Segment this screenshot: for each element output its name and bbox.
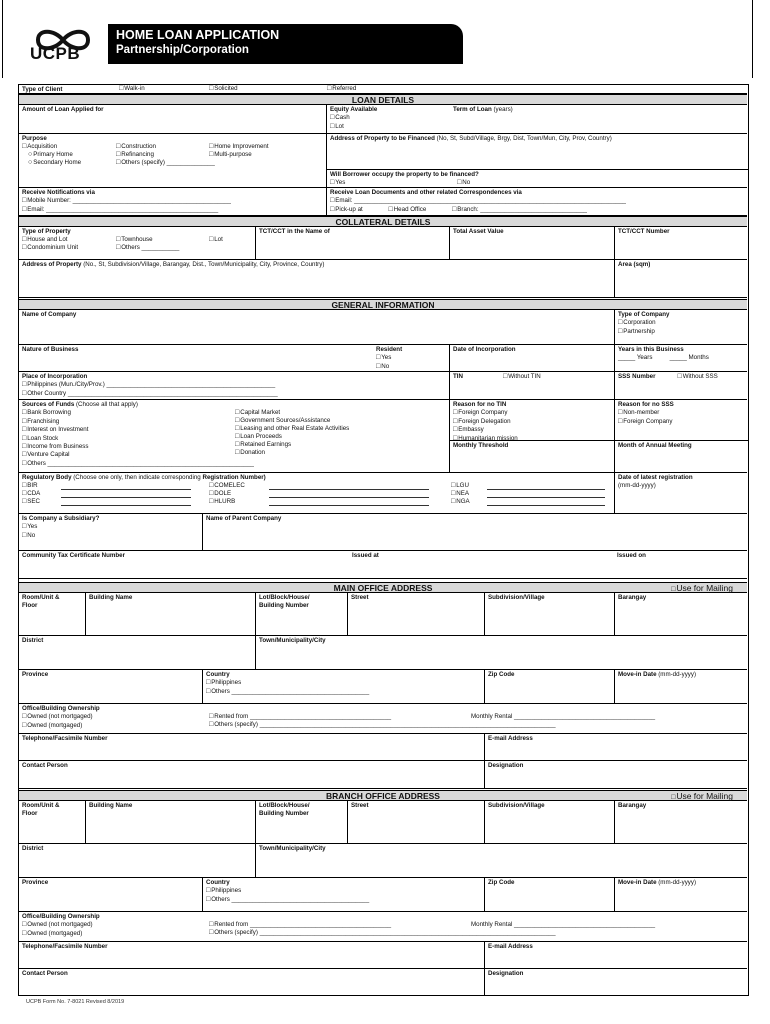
company-row [19, 310, 747, 345]
tct-number-label[interactable]: TCT/CCT Number [614, 227, 747, 259]
franchising-checkbox[interactable]: □ Franchising [22, 418, 446, 426]
subsidiary-cell [19, 514, 202, 550]
tin-cell[interactable] [449, 372, 614, 399]
type-company-cell [614, 310, 747, 344]
main-brgy-label[interactable]: Barangay [614, 593, 747, 635]
branch-building-label[interactable]: Building Name [85, 801, 255, 843]
main-mailing-checkbox[interactable]: □ Use for Mailing [671, 583, 733, 595]
primary-home-radio[interactable]: ○ Primary Home [22, 151, 73, 159]
floor-label: Floor [22, 810, 38, 818]
ownership-label: Office/Building Ownership [22, 705, 100, 712]
main-owned-nm-checkbox[interactable]: □ Owned (not mortgaged) [22, 713, 744, 721]
address-financed-cell [326, 134, 747, 187]
main-country-cell [202, 670, 484, 703]
application-form [18, 84, 749, 996]
subsidiary-label: Is Company a Subsidiary? [22, 515, 100, 522]
main-philippines-checkbox[interactable]: □ Philippines [206, 679, 481, 687]
amount-label: Amount of Loan Applied for [22, 106, 104, 113]
reg-line[interactable] [487, 489, 605, 490]
tct-name-label[interactable]: TCT/CCT in the Name of [255, 227, 449, 259]
country-label: Country [206, 879, 230, 886]
resident-no-checkbox[interactable]: □ No [376, 363, 446, 371]
notify-cell [19, 188, 326, 215]
reg-line[interactable] [61, 489, 191, 490]
lot-property-checkbox[interactable]: □ Lot [209, 236, 223, 244]
cda-checkbox[interactable]: □ CDA [22, 490, 40, 498]
collateral-address-row [19, 260, 747, 298]
main-addr-row3 [19, 670, 747, 704]
date-inc-label[interactable]: Date of Incorporation [449, 345, 614, 371]
occupy-block [327, 169, 748, 189]
place-inc-label: Place of Incorporation [22, 373, 88, 380]
branch-addr-row1 [19, 801, 747, 844]
branch-office-title: BRANCH OFFICE ADDRESS [326, 791, 440, 801]
other-country-checkbox[interactable]: □ Other Country _____________________________________________________________ [22, 390, 446, 398]
interest-checkbox[interactable]: □ Interest on Investment [22, 426, 446, 434]
condo-checkbox[interactable]: □ Condominium Unit [22, 244, 78, 252]
movein-format: (mm-dd-yyyy) [658, 879, 697, 886]
years-business-cell[interactable] [614, 345, 747, 371]
main-email-label[interactable]: E-mail Address [484, 734, 747, 760]
branch-contact-row [19, 969, 747, 995]
home-improvement-checkbox[interactable]: □ Home Improvement [209, 143, 269, 151]
construction-checkbox[interactable]: □ Construction [116, 143, 156, 151]
without-tin-checkbox[interactable]: □ Without TIN [503, 373, 541, 380]
years-business-label: Years in this Business [618, 346, 684, 353]
asset-value-label[interactable]: Total Asset Value [449, 227, 614, 259]
branch-addr-row3 [19, 878, 747, 912]
divider [2, 0, 3, 78]
movein-label: Move-in Date [618, 671, 657, 678]
branch-room-cell[interactable] [19, 801, 85, 843]
equity-cell [326, 105, 450, 133]
acquisition-checkbox[interactable]: □ Acquisition [22, 143, 57, 151]
purpose-cell [19, 134, 326, 187]
house-lot-checkbox[interactable]: □ House and Lot [22, 236, 67, 244]
resident-label: Resident [376, 346, 403, 353]
branch-addr-row2 [19, 844, 747, 878]
ctc-label[interactable]: Community Tax Certificate Number [22, 552, 126, 559]
foreign-company-sss-checkbox[interactable]: □ Foreign Company [618, 418, 744, 426]
referred-checkbox[interactable]: □ Referred [327, 85, 356, 93]
reason-sss-cell [614, 400, 747, 472]
main-ownership-cell [19, 704, 747, 733]
humanitarian-checkbox[interactable]: □ Humanitarian mission [453, 435, 611, 443]
dole-checkbox[interactable]: □ DOLE [209, 490, 231, 498]
occupy-yes-checkbox[interactable]: □ Yes [330, 179, 345, 186]
loan-stock-checkbox[interactable]: □ Loan Stock [22, 435, 446, 443]
embassy-checkbox[interactable]: □ Embassy [453, 426, 611, 434]
comelec-checkbox[interactable]: □ COMELEC [209, 482, 245, 490]
room-label: Room/Unit & [22, 802, 60, 809]
main-building-label[interactable]: Building Name [85, 593, 255, 635]
loan-amount-row [19, 105, 747, 134]
main-contact-row [19, 761, 747, 789]
lot-label: Lot/Block/House/ [259, 594, 310, 601]
notifications-row [19, 188, 747, 216]
branch-mailing-checkbox[interactable]: □ Use for Mailing [671, 791, 733, 803]
reg-line[interactable] [487, 497, 605, 498]
movein-format: (mm-dd-yyyy) [658, 671, 697, 678]
term-cell [450, 105, 747, 133]
bldg-no-label: Building Number [259, 810, 309, 818]
secondary-home-radio[interactable]: ○ Secondary Home [22, 159, 81, 167]
nea-checkbox[interactable]: □ NEA [451, 490, 469, 498]
branch-lot-cell[interactable] [255, 801, 347, 843]
company-name-label[interactable]: Name of Company [22, 311, 77, 318]
mobile-checkbox[interactable]: □ Mobile Number: ______________________________________________ [22, 197, 323, 205]
occupy-no-checkbox[interactable]: □ No [457, 179, 470, 186]
tin-label: TIN [453, 373, 463, 380]
branch-subd-label[interactable]: Subdivision/Village [484, 801, 614, 843]
branch-email-label[interactable]: E-mail Address [484, 942, 747, 968]
branch-others-country-checkbox[interactable]: □ Others ________________________________________ [206, 896, 481, 904]
others-purpose-checkbox[interactable]: □ Others (specify) ______________ [116, 159, 215, 167]
reg-body-label: Regulatory Body [22, 474, 72, 481]
type-company-label: Type of Company [618, 311, 670, 318]
property-address-hint: (No., St, Subdivision/Village, Barangay, Dist., Town/Municipality, City, Province, Country) [83, 261, 325, 268]
head-office-checkbox[interactable]: □ Head Office [388, 206, 426, 213]
branch-designation-label[interactable]: Designation [484, 969, 747, 995]
sss-label: SSS Number [618, 373, 656, 380]
main-addr-row1 [19, 593, 747, 636]
refinancing-checkbox[interactable]: □ Refinancing [116, 151, 154, 159]
branch-tel-row [19, 942, 747, 969]
country-label: Country [206, 671, 230, 678]
foreign-company-checkbox[interactable]: □ Foreign Company [453, 409, 611, 417]
main-subd-label[interactable]: Subdivision/Village [484, 593, 614, 635]
branch-district-label[interactable]: District [22, 845, 44, 852]
resident-yes-checkbox[interactable]: □ Yes [376, 354, 446, 362]
non-member-checkbox[interactable]: □ Non-member [618, 409, 744, 417]
resident-cell [373, 345, 449, 371]
occupy-label: Will Borrower occupy the property to be financed? [330, 171, 479, 178]
main-street-label[interactable]: Street [347, 593, 484, 635]
page-title: HOME LOAN APPLICATION [116, 28, 280, 42]
parent-company-label[interactable]: Name of Parent Company [202, 514, 747, 550]
equity-label: Equity Available [330, 106, 378, 113]
venture-checkbox[interactable]: □ Venture Capital [22, 451, 446, 459]
main-district-label[interactable]: District [22, 637, 44, 644]
property-address-label: Address of Property [22, 261, 82, 268]
loan-details-header: LOAN DETAILS [19, 94, 747, 105]
hlurb-checkbox[interactable]: □ HLURB [209, 498, 235, 506]
sources-label: Sources of Funds [22, 401, 75, 408]
branch-province-label[interactable]: Province [22, 879, 49, 886]
ctc-row [19, 551, 747, 579]
reg-line[interactable] [61, 497, 191, 498]
docs-email-checkbox[interactable]: □ Email: _______________________________________________________________________________ [330, 197, 744, 205]
reg-line[interactable] [269, 489, 429, 490]
docs-label: Receive Loan Documents and other related Correspondences via [330, 189, 522, 196]
main-town-label[interactable]: Town/Municipality/City [255, 636, 747, 669]
sources-cell [19, 400, 449, 472]
form-footer: UCPB Form No. 7-8021 Revised 8/2019 [26, 999, 125, 1005]
reason-sss-label: Reason for no SSS [618, 401, 674, 408]
branch-movein-cell[interactable] [614, 878, 747, 911]
bldg-no-label: Building Number [259, 602, 309, 610]
collateral-type-row [19, 227, 747, 260]
main-addr-row2 [19, 636, 747, 670]
years-months-line: _____ Years _____ Months [618, 354, 709, 362]
main-contact-label[interactable]: Contact Person [22, 762, 68, 769]
sources-hint: (Choose all that apply) [76, 401, 138, 408]
subsidiary-row [19, 514, 747, 551]
reason-tin-cell [449, 400, 614, 472]
place-inc-row [19, 372, 747, 400]
main-others-country-checkbox[interactable]: □ Others ________________________________________ [206, 688, 481, 696]
main-tel-row [19, 734, 747, 761]
branch-street-label[interactable]: Street [347, 801, 484, 843]
bank-checkbox[interactable]: □ Bank Borrowing [22, 409, 446, 417]
address-financed-label: Address of Property to be Financed [330, 135, 435, 142]
main-office-header [19, 582, 747, 593]
bir-checkbox[interactable]: □ BIR [22, 482, 38, 490]
cash-checkbox[interactable]: □ Cash [330, 114, 447, 122]
branch-contact-label[interactable]: Contact Person [22, 970, 68, 977]
client-row [19, 85, 747, 94]
reason-tin-label: Reason for no TIN [453, 401, 507, 408]
without-sss-checkbox[interactable]: □ Without SSS [677, 373, 717, 380]
branch-owned-m-checkbox[interactable]: □ Owned (mortgaged) [22, 930, 744, 938]
branch-checkbox[interactable]: □ Branch: _______________________________ [452, 206, 587, 213]
page-subtitle: Partnership/Corporation [116, 44, 249, 56]
annual-meeting-label[interactable]: Month of Annual Meeting [615, 440, 748, 451]
branch-zip-label[interactable]: Zip Code [484, 878, 614, 911]
docs-cell [326, 188, 747, 215]
main-room-cell[interactable] [19, 593, 85, 635]
philippines-inc-checkbox[interactable]: □ Philippines (Mun./City/Prov.) _________________________________________________ [22, 381, 446, 389]
main-others-own-checkbox[interactable]: □ Others (specify) ______________________________________________________________________________________ [209, 721, 556, 729]
term-label: Term of Loan [453, 106, 492, 113]
property-type-label: Type of Property [22, 228, 71, 235]
main-designation-label[interactable]: Designation [484, 761, 747, 788]
subsidiary-no-checkbox[interactable]: □ No [22, 532, 199, 540]
walkin-checkbox[interactable]: □ Walk-in [119, 85, 145, 93]
reg-hint: (Choose one only, then indicate corresponding [73, 474, 201, 481]
room-label: Room/Unit & [22, 594, 60, 601]
gov-sources-checkbox[interactable]: □ Government Sources/Assistance [235, 417, 330, 425]
main-zip-label[interactable]: Zip Code [484, 670, 614, 703]
branch-tel-label[interactable]: Telephone/Facsimile Number [22, 943, 108, 950]
branch-others-own-checkbox[interactable]: □ Others (specify) ______________________________________________________________________________________ [209, 929, 556, 937]
purpose-row [19, 134, 747, 188]
income-business-checkbox[interactable]: □ Income from Business [22, 443, 446, 451]
brand-name: UCPB [30, 44, 81, 63]
branch-ownership-cell [19, 912, 747, 941]
purpose-label: Purpose [22, 135, 47, 142]
lot-checkbox[interactable]: □ Lot [330, 123, 447, 131]
corporation-checkbox[interactable]: □ Corporation [618, 319, 744, 327]
donation-checkbox[interactable]: □ Donation [235, 449, 265, 457]
nature-row [19, 345, 747, 372]
nature-label[interactable]: Nature of Business [22, 346, 79, 353]
main-ownership-row [19, 704, 747, 734]
branch-office-header [19, 790, 747, 801]
main-office-title: MAIN OFFICE ADDRESS [333, 583, 433, 593]
header [0, 0, 770, 80]
property-type-cell [19, 227, 255, 259]
ownership-label: Office/Building Ownership [22, 913, 100, 920]
nga-checkbox[interactable]: □ NGA [451, 498, 470, 506]
regulatory-row [19, 473, 747, 514]
latest-reg-cell[interactable] [614, 473, 747, 513]
foreign-delegation-checkbox[interactable]: □ Foreign Delegation [453, 418, 611, 426]
lgu-checkbox[interactable]: □ LGU [451, 482, 469, 490]
leasing-checkbox[interactable]: □ Leasing and other Real Estate Activities [235, 425, 349, 433]
regulatory-cell [19, 473, 614, 513]
branch-brgy-label[interactable]: Barangay [614, 801, 747, 843]
main-province-label[interactable]: Province [22, 671, 49, 678]
lot-label: Lot/Block/House/ [259, 802, 310, 809]
branch-owned-nm-checkbox[interactable]: □ Owned (not mortgaged) [22, 921, 744, 929]
term-unit: (years) [493, 106, 513, 113]
reg-number-label: Registration Number) [202, 474, 266, 481]
title-box [108, 24, 463, 64]
latest-reg-label: Date of latest registration [618, 474, 693, 481]
branch-rented-checkbox[interactable]: □ Rented from _________________________________________ [209, 921, 391, 929]
solicited-checkbox[interactable]: □ Solicited [209, 85, 238, 93]
pickup-checkbox[interactable]: □ Pick-up at [330, 206, 363, 213]
multi-purpose-checkbox[interactable]: □ Multi-purpose [209, 151, 252, 159]
branch-country-cell [202, 878, 484, 911]
movein-label: Move-in Date [618, 879, 657, 886]
notify-label: Receive Notifications via [22, 189, 95, 196]
address-financed-hint: (No, St, Subd/Village, Brgy, Dist, Town/Mun, City, Prov, Country) [436, 135, 612, 142]
area-label[interactable]: Area (sqm) [614, 260, 747, 297]
reg-line[interactable] [269, 497, 429, 498]
others-sources-checkbox[interactable]: □ Others ____________________________________________________________ [22, 460, 446, 468]
branch-philippines-checkbox[interactable]: □ Philippines [206, 887, 481, 895]
capital-market-checkbox[interactable]: □ Capital Market [235, 409, 280, 417]
reg-line[interactable] [487, 505, 605, 506]
others-property-checkbox[interactable]: □ Others ___________ [116, 244, 179, 252]
collateral-header: COLLATERAL DETAILS [19, 216, 747, 227]
branch-ownership-row [19, 912, 747, 942]
main-lot-cell[interactable] [255, 593, 347, 635]
property-address-cell[interactable] [19, 260, 614, 297]
type-client-label: Type of Client [22, 86, 63, 93]
email-checkbox[interactable]: □ Email: __________________________________________________ [22, 206, 323, 214]
partnership-checkbox[interactable]: □ Partnership [618, 328, 744, 336]
subsidiary-yes-checkbox[interactable]: □ Yes [22, 523, 199, 531]
sec-checkbox[interactable]: □ SEC [22, 498, 40, 506]
main-rental-field[interactable]: Monthly Rental _________________________________________ [471, 713, 656, 720]
main-tel-label[interactable]: Telephone/Facsimile Number [22, 735, 108, 742]
issued-at-label[interactable]: Issued at [352, 552, 379, 559]
divider [752, 0, 753, 78]
reg-line[interactable] [61, 505, 191, 506]
main-movein-cell[interactable] [614, 670, 747, 703]
issued-on-label[interactable]: Issued on [617, 552, 646, 559]
branch-town-label[interactable]: Town/Municipality/City [255, 844, 747, 877]
branch-rental-field[interactable]: Monthly Rental _________________________________________ [471, 921, 656, 928]
place-inc-cell [19, 372, 449, 399]
main-rented-checkbox[interactable]: □ Rented from _________________________________________ [209, 713, 391, 721]
sources-row [19, 400, 747, 473]
general-info-header: GENERAL INFORMATION [19, 299, 747, 310]
townhouse-checkbox[interactable]: □ Townhouse [116, 236, 153, 244]
retained-earnings-checkbox[interactable]: □ Retained Earnings [235, 441, 291, 449]
monthly-threshold-label[interactable]: Monthly Threshold [450, 440, 615, 451]
floor-label: Floor [22, 602, 38, 610]
main-owned-m-checkbox[interactable]: □ Owned (mortgaged) [22, 722, 744, 730]
loan-proceeds-checkbox[interactable]: □ Loan Proceeds [235, 433, 282, 441]
sss-cell[interactable] [614, 372, 747, 399]
reg-line[interactable] [269, 505, 429, 506]
latest-reg-format: (mm-dd-yyyy) [618, 482, 656, 490]
